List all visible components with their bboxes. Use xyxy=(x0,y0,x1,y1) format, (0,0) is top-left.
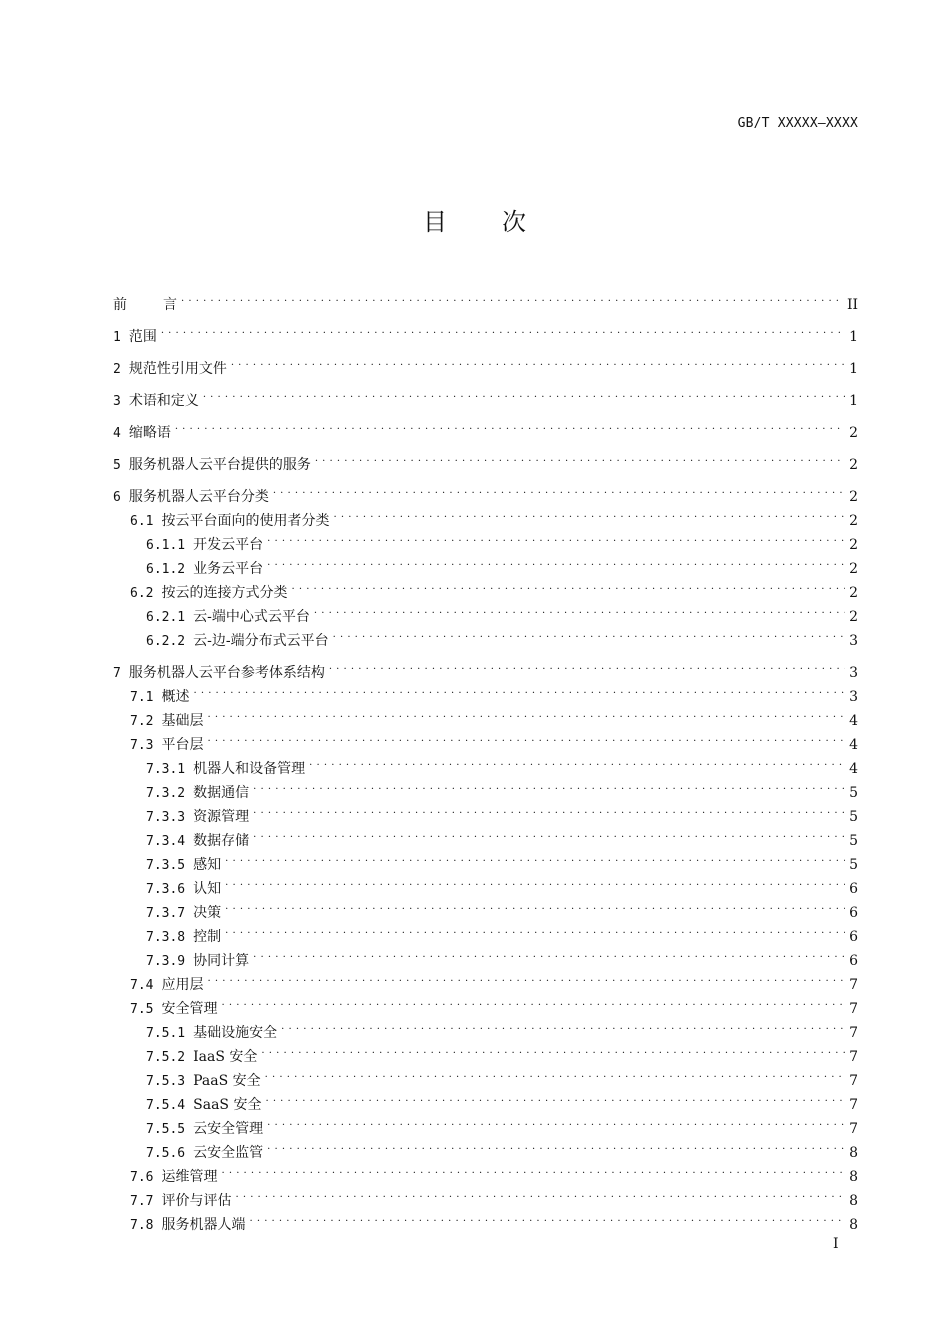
toc-entry[interactable] xyxy=(113,449,858,473)
toc-entry[interactable] xyxy=(113,681,858,705)
toc-entry-page: 8 xyxy=(849,1193,858,1209)
toc-dot-leader xyxy=(207,969,845,989)
toc-entry-number: 7.3.8 xyxy=(146,930,186,945)
toc-dot-leader xyxy=(309,753,845,773)
toc-entry[interactable] xyxy=(113,897,858,921)
toc-entry-label-2: 言 xyxy=(163,297,177,313)
toc-dot-leader xyxy=(291,577,845,597)
toc-entry-number: 7.4 xyxy=(130,978,154,993)
toc-entry-number: 7.3.4 xyxy=(146,834,186,849)
toc-dot-leader xyxy=(267,1137,845,1157)
footer-page-number: I xyxy=(833,1236,839,1252)
toc-dot-leader xyxy=(253,801,845,821)
toc-entry[interactable] xyxy=(113,505,858,529)
toc-dot-leader xyxy=(235,1185,845,1205)
toc-entry-page: 4 xyxy=(849,713,858,729)
toc-entry-label: IaaS 安全 xyxy=(193,1049,258,1065)
toc-entry-label: 缩略语 xyxy=(128,425,171,441)
toc-entry-page: II xyxy=(846,297,858,313)
toc-entry-page: 1 xyxy=(849,361,858,377)
title-char-2: 次 xyxy=(502,208,527,236)
toc-entry-page: 7 xyxy=(849,1049,858,1065)
toc-entry-number: 1 xyxy=(113,330,121,345)
toc-entry-number: 7.5.5 xyxy=(146,1122,186,1137)
toc-entry-label: 决策 xyxy=(193,905,222,921)
toc-entry-number: 6.1 xyxy=(130,514,154,529)
toc-entry-label: SaaS 安全 xyxy=(193,1097,262,1113)
toc-entry-number: 7.1 xyxy=(130,690,154,705)
toc-entry[interactable] xyxy=(113,825,858,849)
toc-entry[interactable] xyxy=(113,993,858,1017)
toc-entry[interactable] xyxy=(113,705,858,729)
toc-entry[interactable] xyxy=(113,289,858,313)
toc-entry-title xyxy=(113,359,231,380)
toc-entry-page: 7 xyxy=(849,1025,858,1041)
toc-entry-page: 2 xyxy=(849,561,858,577)
toc-entry-label: 机器人和设备管理 xyxy=(193,761,306,777)
toc-entry-page: 6 xyxy=(849,929,858,945)
toc-entry-number: 7.2 xyxy=(130,714,154,729)
toc-entry-number: 6 xyxy=(113,490,121,505)
toc-entry-label: 数据通信 xyxy=(193,785,250,801)
toc-dot-leader xyxy=(207,729,845,749)
toc-entry-number: 7.5 xyxy=(130,1002,154,1017)
toc-entry[interactable] xyxy=(113,1185,858,1209)
toc-entry-label: 基础设施安全 xyxy=(193,1025,278,1041)
toc-dot-leader xyxy=(231,353,845,373)
toc-dot-leader xyxy=(225,921,845,941)
toc-entry-number: 7 xyxy=(113,666,121,681)
toc-entry-page: 8 xyxy=(849,1217,858,1233)
toc-entry-label: 规范性引用文件 xyxy=(128,361,227,377)
title-char-1: 目 xyxy=(423,208,448,236)
page-title xyxy=(0,202,950,237)
toc-entry-label: 资源管理 xyxy=(193,809,250,825)
toc-entry[interactable] xyxy=(113,417,858,441)
toc-entry-page: 7 xyxy=(849,977,858,993)
toc-entry[interactable] xyxy=(113,553,858,577)
toc-dot-leader xyxy=(161,321,845,341)
toc-entry[interactable] xyxy=(113,801,858,825)
toc-entry-number: 7.3.3 xyxy=(146,810,186,825)
toc-entry-number: 7.5.4 xyxy=(146,1098,186,1113)
toc-entry-number: 6.1.1 xyxy=(146,538,186,553)
toc-entry-page: 5 xyxy=(849,833,858,849)
toc-entry-label: 前 xyxy=(113,297,127,313)
toc-entry-title xyxy=(113,327,161,348)
toc-entry-title xyxy=(113,391,203,412)
toc-entry-label: 按云的连接方式分类 xyxy=(161,585,288,601)
toc-dot-leader xyxy=(221,993,845,1013)
toc-entry-page: 7 xyxy=(849,1073,858,1089)
toc-dot-leader xyxy=(253,945,845,965)
toc-entry-page: 1 xyxy=(849,329,858,345)
toc-entry-title xyxy=(113,295,181,315)
toc-entry-page: 5 xyxy=(849,809,858,825)
toc-entry-number: 7.3.9 xyxy=(146,954,186,969)
toc-entry-number: 7.8 xyxy=(130,1218,154,1233)
toc-dot-leader xyxy=(249,1209,845,1229)
toc-entry-page: 8 xyxy=(849,1145,858,1161)
toc-entry-number: 7.5.1 xyxy=(146,1026,186,1041)
toc-entry-number: 7.3.5 xyxy=(146,858,186,873)
toc-entry-number: 5 xyxy=(113,458,121,473)
toc-entry-label: 运维管理 xyxy=(161,1169,218,1185)
toc-entry-label: 数据存储 xyxy=(193,833,250,849)
toc-entry-label: 开发云平台 xyxy=(193,537,264,553)
document-code: GB/T XXXXX—XXXX xyxy=(737,116,858,131)
toc-entry-label: 云安全管理 xyxy=(193,1121,264,1137)
toc-entry-page: 7 xyxy=(849,1121,858,1137)
toc-dot-leader xyxy=(281,1017,845,1037)
toc-entry-page: 2 xyxy=(849,489,858,505)
toc-entry-page: 2 xyxy=(849,585,858,601)
toc-entry-label: 协同计算 xyxy=(193,953,250,969)
toc-entry[interactable] xyxy=(113,481,858,505)
toc-entry-label: 感知 xyxy=(193,857,222,873)
toc-entry[interactable] xyxy=(113,1209,858,1233)
toc-entry-label: 范围 xyxy=(128,329,157,345)
toc-entry-page: 7 xyxy=(849,1001,858,1017)
toc-entry-number: 7.7 xyxy=(130,1194,154,1209)
toc-entry[interactable] xyxy=(113,921,858,945)
toc-dot-leader xyxy=(273,481,845,501)
toc-entry-page: 2 xyxy=(849,457,858,473)
toc-entry-label: 基础层 xyxy=(161,713,204,729)
toc-entry[interactable] xyxy=(113,625,858,649)
toc-entry-number: 7.6 xyxy=(130,1170,154,1185)
toc-entry[interactable] xyxy=(113,969,858,993)
toc-entry[interactable] xyxy=(113,849,858,873)
toc-entry-number: 3 xyxy=(113,394,121,409)
toc-entry-number: 7.5.2 xyxy=(146,1050,186,1065)
toc-entry-page: 3 xyxy=(849,633,858,649)
toc-entry-label: 服务机器人端 xyxy=(161,1217,246,1233)
toc-dot-leader xyxy=(329,657,845,677)
toc-entry-label: 云-边-端分布式云平台 xyxy=(193,633,329,649)
toc-entry[interactable] xyxy=(113,601,858,625)
toc-entry-page: 4 xyxy=(849,737,858,753)
toc-entry-page: 7 xyxy=(849,1097,858,1113)
toc-entry-number: 7.3.2 xyxy=(146,786,186,801)
toc-entry-number: 7.3.1 xyxy=(146,762,186,777)
toc-entry[interactable] xyxy=(113,873,858,897)
toc-entry-number: 7.3.7 xyxy=(146,906,186,921)
toc-entry-label: 术语和定义 xyxy=(128,393,199,409)
toc-entry-label: 概述 xyxy=(161,689,190,705)
toc-entry-page: 2 xyxy=(849,513,858,529)
toc-entry-page: 2 xyxy=(849,537,858,553)
toc-entry-label: 控制 xyxy=(193,929,222,945)
toc-entry[interactable] xyxy=(113,529,858,553)
toc-dot-leader xyxy=(221,1161,845,1181)
toc-dot-leader xyxy=(267,1113,845,1133)
toc-entry-page: 1 xyxy=(849,393,858,409)
toc-entry-page: 4 xyxy=(849,761,858,777)
toc-entry[interactable] xyxy=(113,945,858,969)
toc-entry-label: 平台层 xyxy=(161,737,204,753)
toc-entry-label: 评价与评估 xyxy=(161,1193,232,1209)
toc-entry-label: 按云平台面向的使用者分类 xyxy=(161,513,330,529)
toc-entry-number: 4 xyxy=(113,426,121,441)
toc-entry-label: 云-端中心式云平台 xyxy=(193,609,310,625)
toc-entry-number: 7.3.6 xyxy=(146,882,186,897)
toc-dot-leader xyxy=(225,897,845,917)
toc-dot-leader xyxy=(193,681,845,701)
toc-entry[interactable] xyxy=(113,1161,858,1185)
toc-entry-page: 5 xyxy=(849,785,858,801)
toc-entry-page: 5 xyxy=(849,857,858,873)
toc-entry-page: 3 xyxy=(849,665,858,681)
toc-entry-label: 服务机器人云平台参考体系结构 xyxy=(128,665,325,681)
toc-entry-label: 服务机器人云平台提供的服务 xyxy=(128,457,311,473)
toc-entry-title xyxy=(113,1215,249,1236)
toc-entry-label: 服务机器人云平台分类 xyxy=(128,489,269,505)
toc-entry-label: 安全管理 xyxy=(161,1001,218,1017)
toc-entry-number: 6.2 xyxy=(130,586,154,601)
toc-dot-leader xyxy=(267,553,845,573)
toc-entry-number: 6.2.2 xyxy=(146,634,186,649)
toc-entry-page: 3 xyxy=(849,689,858,705)
toc-entry-label: PaaS 安全 xyxy=(193,1073,261,1089)
toc-entry-label: 应用层 xyxy=(161,977,204,993)
toc-dot-leader xyxy=(181,289,843,309)
toc-entry-page: 6 xyxy=(849,905,858,921)
toc-dot-leader xyxy=(203,385,845,405)
toc-entry-title xyxy=(113,423,175,444)
toc-entry-page: 6 xyxy=(849,881,858,897)
toc-entry-number: 7.3 xyxy=(130,738,154,753)
toc-entry[interactable] xyxy=(113,1113,858,1137)
toc-entry-number: 6.2.1 xyxy=(146,610,186,625)
toc-entry[interactable] xyxy=(113,1017,858,1041)
toc-dot-leader xyxy=(265,1065,845,1085)
toc-entry[interactable] xyxy=(113,353,858,377)
toc-entry[interactable] xyxy=(113,729,858,753)
toc-dot-leader xyxy=(253,777,845,797)
toc-dot-leader xyxy=(314,601,845,621)
toc-entry-number: 7.5.6 xyxy=(146,1146,186,1161)
toc-entry[interactable] xyxy=(113,1089,858,1113)
toc-entry-page: 8 xyxy=(849,1169,858,1185)
toc-entry-title xyxy=(113,455,315,476)
toc-dot-leader xyxy=(225,849,845,869)
toc-dot-leader xyxy=(333,625,845,645)
toc-entry[interactable] xyxy=(113,577,858,601)
toc-dot-leader xyxy=(267,529,845,549)
toc-entry-label: 业务云平台 xyxy=(193,561,264,577)
toc-entry-page: 2 xyxy=(849,609,858,625)
toc-entry[interactable] xyxy=(113,1065,858,1089)
toc-dot-leader xyxy=(333,505,845,525)
toc-entry[interactable] xyxy=(113,657,858,681)
toc-dot-leader xyxy=(207,705,845,725)
toc-entry-label: 认知 xyxy=(193,881,222,897)
toc-dot-leader xyxy=(261,1041,845,1061)
toc-entry[interactable] xyxy=(113,1041,858,1065)
toc-dot-leader xyxy=(253,825,845,845)
toc-entry-label: 云安全监管 xyxy=(193,1145,264,1161)
toc-entry-page: 2 xyxy=(849,425,858,441)
toc-dot-leader xyxy=(315,449,845,469)
toc-entry[interactable] xyxy=(113,777,858,801)
toc-entry[interactable] xyxy=(113,385,858,409)
toc-dot-leader xyxy=(175,417,845,437)
toc-entry-title xyxy=(113,631,333,652)
toc-entry-number: 7.5.3 xyxy=(146,1074,186,1089)
toc-entry[interactable] xyxy=(113,1137,858,1161)
toc-entry[interactable] xyxy=(113,753,858,777)
toc-entry-number: 6.1.2 xyxy=(146,562,186,577)
toc-entry-number: 2 xyxy=(113,362,121,377)
toc-dot-leader xyxy=(225,873,845,893)
toc-dot-leader xyxy=(265,1089,845,1109)
toc-entry[interactable] xyxy=(113,321,858,345)
toc-entry-page: 6 xyxy=(849,953,858,969)
